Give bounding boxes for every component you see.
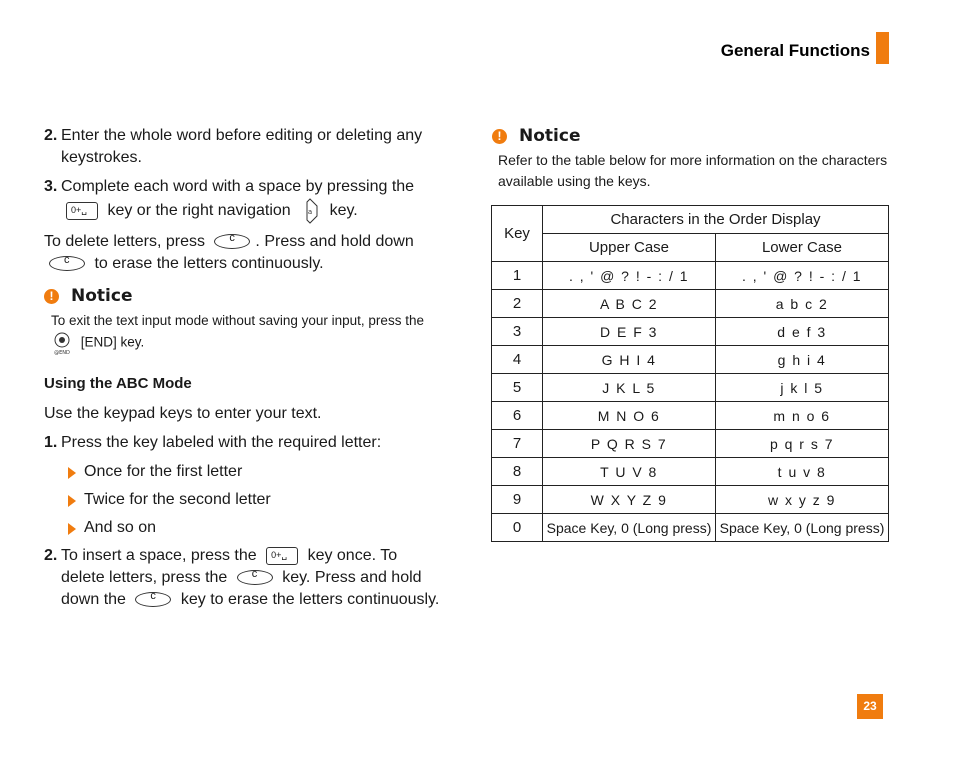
delete-instructions bbox=[44, 231, 444, 275]
notice-line: [END] key. bbox=[80, 334, 145, 350]
clear-key-icon bbox=[214, 234, 250, 249]
table-row bbox=[492, 318, 889, 346]
table-row bbox=[492, 374, 889, 402]
upper-cell: G H I 4 bbox=[543, 346, 716, 374]
upper-cell: W X Y Z 9 bbox=[543, 486, 716, 514]
table-row bbox=[492, 430, 889, 458]
bullet-item bbox=[44, 517, 444, 539]
delete-text: To delete letters, press bbox=[44, 233, 205, 250]
step-text: To insert a space, press the bbox=[61, 547, 257, 564]
abc-intro: Use the keypad keys to enter your text. bbox=[44, 405, 322, 422]
bullet-item bbox=[44, 489, 444, 511]
lower-cell: p q r s 7 bbox=[716, 430, 889, 458]
lower-cell: a b c 2 bbox=[716, 290, 889, 318]
bullet-text: Twice for the second letter bbox=[84, 491, 271, 508]
navigation-key-icon bbox=[301, 198, 319, 224]
lower-cell: j k l 5 bbox=[716, 374, 889, 402]
exclamation-icon: ! bbox=[44, 289, 59, 304]
left-column bbox=[44, 125, 444, 618]
table-header-row bbox=[492, 206, 889, 234]
key-cell: 0 bbox=[492, 514, 543, 542]
lower-cell: m n o 6 bbox=[716, 402, 889, 430]
lower-cell: w x y z 9 bbox=[716, 486, 889, 514]
step-text: key. bbox=[329, 202, 358, 220]
table-row bbox=[492, 458, 889, 486]
table-row bbox=[492, 402, 889, 430]
section-title: General Functions bbox=[720, 41, 870, 60]
svg-text:@END: @END bbox=[54, 350, 70, 355]
upper-cell: M N O 6 bbox=[543, 402, 716, 430]
abc-step-1 bbox=[44, 432, 444, 454]
table-row bbox=[492, 262, 889, 290]
bullet-triangle-icon bbox=[68, 467, 76, 479]
exclamation-icon: ! bbox=[492, 129, 507, 144]
lower-cell: t u v 8 bbox=[716, 458, 889, 486]
step-text: key or the right navigation bbox=[107, 202, 291, 220]
lower-cell: d e f 3 bbox=[716, 318, 889, 346]
key-cell: 6 bbox=[492, 402, 543, 430]
character-table bbox=[491, 205, 889, 542]
key-cell: 5 bbox=[492, 374, 543, 402]
bullet-triangle-icon bbox=[68, 495, 76, 507]
notice-heading bbox=[44, 285, 444, 307]
key-cell: 2 bbox=[492, 290, 543, 318]
space-key-icon bbox=[266, 547, 298, 565]
lower-cell: Space Key, 0 (Long press) bbox=[716, 514, 889, 542]
right-column bbox=[492, 126, 892, 202]
step-number: 1. bbox=[44, 434, 58, 451]
section-title-bar bbox=[876, 32, 889, 64]
end-key-icon bbox=[51, 331, 73, 355]
notice-text: Refer to the table below for more information on the characters available using the keys. bbox=[498, 152, 888, 189]
header-order: Characters in the Order Display bbox=[543, 206, 889, 234]
header-key: Key bbox=[492, 206, 543, 262]
step-3 bbox=[44, 176, 444, 224]
key-cell: 7 bbox=[492, 430, 543, 458]
upper-cell: P Q R S 7 bbox=[543, 430, 716, 458]
notice-title: Notice bbox=[519, 126, 581, 146]
table-row bbox=[492, 346, 889, 374]
page-number: 23 bbox=[857, 694, 883, 719]
clear-key-icon bbox=[237, 570, 273, 585]
step-text: key to erase the letters continuously. bbox=[180, 591, 440, 608]
step-2 bbox=[44, 125, 444, 169]
step-text: key once. To delete letters, press the bbox=[61, 547, 398, 586]
clear-key-icon bbox=[135, 592, 171, 607]
step-number: 3. bbox=[44, 178, 58, 195]
lower-cell: g h i 4 bbox=[716, 346, 889, 374]
upper-cell: J K L 5 bbox=[543, 374, 716, 402]
bullet-triangle-icon bbox=[68, 523, 76, 535]
upper-cell: . , ' @ ? ! - : / 1 bbox=[543, 262, 716, 290]
step-number: 2. bbox=[44, 547, 58, 564]
key-cell: 4 bbox=[492, 346, 543, 374]
notice-title: Notice bbox=[71, 286, 133, 306]
step-text: Press the key labeled with the required letter: bbox=[61, 434, 382, 451]
lower-cell: . , ' @ ? ! - : / 1 bbox=[716, 262, 889, 290]
table-row bbox=[492, 514, 889, 542]
abc-step-2 bbox=[44, 545, 444, 611]
upper-cell: Space Key, 0 (Long press) bbox=[543, 514, 716, 542]
space-key-icon bbox=[66, 202, 98, 220]
clear-key-icon bbox=[49, 256, 85, 271]
upper-cell: T U V 8 bbox=[543, 458, 716, 486]
step-text: Complete each word with a space by pressing the bbox=[61, 178, 415, 195]
bullet-item bbox=[44, 461, 444, 483]
table-row bbox=[492, 290, 889, 318]
bullet-text: Once for the first letter bbox=[84, 463, 243, 480]
table-row bbox=[492, 486, 889, 514]
notice-line: To exit the text input mode without saving your input, press the bbox=[51, 313, 424, 328]
table-header-row bbox=[492, 234, 889, 262]
svg-text:a: a bbox=[307, 208, 313, 216]
delete-text: to erase the letters continuously. bbox=[94, 255, 324, 272]
delete-text: . Press and hold down bbox=[255, 233, 414, 250]
upper-cell: A B C 2 bbox=[543, 290, 716, 318]
step-text: Enter the whole word before editing or deleting any keystrokes. bbox=[61, 127, 423, 166]
notice-heading bbox=[492, 126, 892, 146]
key-cell: 8 bbox=[492, 458, 543, 486]
upper-cell: D E F 3 bbox=[543, 318, 716, 346]
abc-mode-heading: Using the ABC Mode bbox=[44, 375, 192, 392]
step-text: key. Press and hold down the bbox=[61, 569, 422, 608]
header-lower: Lower Case bbox=[716, 234, 889, 262]
key-cell: 9 bbox=[492, 486, 543, 514]
notice-text bbox=[51, 311, 444, 355]
key-cell: 1 bbox=[492, 262, 543, 290]
bullet-text: And so on bbox=[84, 519, 157, 536]
step-number: 2. bbox=[44, 127, 58, 144]
key-cell: 3 bbox=[492, 318, 543, 346]
header-upper: Upper Case bbox=[543, 234, 716, 262]
